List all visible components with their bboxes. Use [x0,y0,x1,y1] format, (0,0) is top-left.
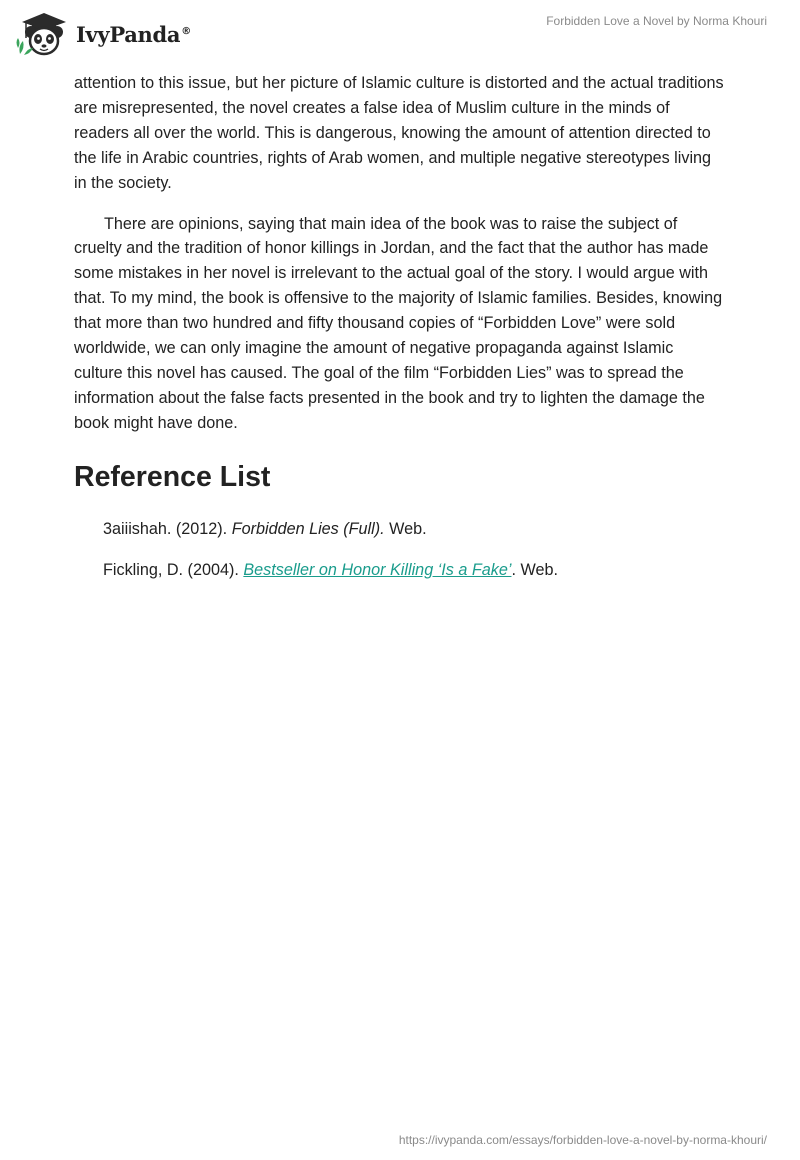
footer-url[interactable]: https://ivypanda.com/essays/forbidden-love-a-novel-by-norma-khouri/ [398,1133,767,1147]
reference-suffix: . Web. [511,560,558,579]
reference-item [103,517,724,541]
reference-title: Forbidden Lies (Full). [231,519,385,538]
reference-author-year: Fickling, D. (2004). [103,560,244,579]
reference-suffix: Web. [384,519,427,538]
ivypanda-logo[interactable] [14,8,191,58]
essay-content [74,71,724,599]
reference-link[interactable]: Bestseller on Honor Killing ‘Is a Fake’ [243,560,512,579]
body-paragraph: attention to this issue, but her picture of Islamic culture is distorted and the actual traditions are misrepresented, the novel creates a false idea of Muslim culture in the minds of readers all over the world. This is dangerous, knowing the amount of attention directed to the life in Arabic countries, rights of Arab women, and multiple negative stereotypes living in the society. [74,74,724,192]
registered-mark: ® [181,25,191,37]
document-title: Forbidden Love a Novel by Norma Khouri [546,14,767,28]
reference-list-heading: Reference List [74,460,271,493]
brand-name: IvyPanda® [76,21,191,47]
page-header [0,0,800,64]
reference-item [103,558,724,582]
body-paragraph: There are opinions, saying that main idea of the book was to raise the subject of cruelty and the tradition of honor killings in Jordan, and the fact that the author has made some mistakes in her novel is irrelevant to the actual goal of the story. I would argue with that. To my mind, the book is offensive to the majority of Islamic families. Besides, knowing that more than two hundred and fifty thousand copies of “Forbidden Love” were sold worldwide, we can only imagine the amount of negative propaganda against Islamic culture this novel has caused. The goal of the film “Forbidden Lies” was to spread the information about the false facts presented in the book and try to lighten the damage the book might have done. [74,214,723,432]
reference-author-year: 3aiiishah. (2012). [103,519,232,538]
panda-graduate-icon [14,8,70,58]
